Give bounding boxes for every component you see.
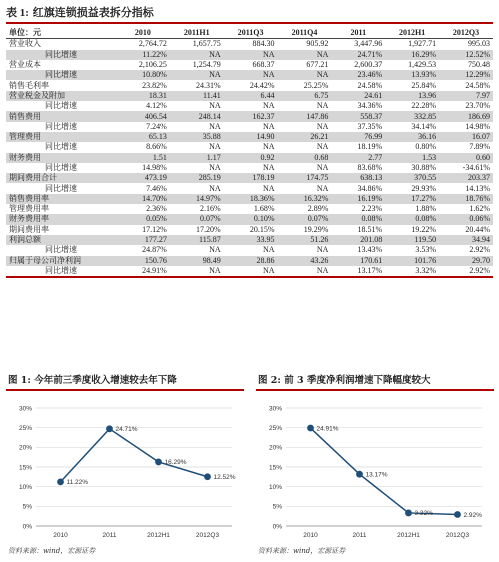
table-cell: NA <box>209 121 221 131</box>
table-cell: 14.90 <box>224 132 278 142</box>
table-cell: 2,106.25 <box>138 60 167 70</box>
table-row <box>6 91 493 101</box>
figure1-title: 图 1: 今年前三季度收入增速较去年下降 <box>8 375 177 386</box>
table-cell: 332.85 <box>385 111 439 121</box>
table-cell: 18.31 <box>116 91 170 101</box>
table-cell: 18.51% <box>357 224 383 234</box>
table-cell: 14.13% <box>465 183 490 193</box>
table-cell: NA <box>316 245 329 255</box>
revenue-growth-chart <box>6 400 244 546</box>
table-cell: NA <box>209 101 221 111</box>
table-cell: 25.25% <box>303 80 329 90</box>
table-cell: 43.26 <box>278 256 332 266</box>
table-cell: 34.14% <box>411 121 437 131</box>
table-cell: NA <box>209 183 221 193</box>
table-cell: 98.49 <box>170 256 224 266</box>
table-cell: NA <box>262 183 275 193</box>
figure1-source: 资料来源：wind，宏源证券 <box>8 547 96 555</box>
table-cell: 668.37 <box>252 60 275 70</box>
header-2011h1: 2011H1 <box>170 28 224 39</box>
table-cell: 13.43% <box>357 245 383 255</box>
series-line <box>61 429 208 482</box>
y-tick-label: 30% <box>18 405 32 413</box>
figure2-rule <box>256 389 494 391</box>
table-cell: 19.22% <box>411 224 437 234</box>
table-cell: 1.88% <box>415 204 437 214</box>
table-cell: 7.97 <box>439 91 493 101</box>
table-cell: 0.08% <box>331 214 385 224</box>
y-tick-label: 0% <box>22 523 32 531</box>
table-cell: 178.19 <box>224 173 278 183</box>
table-cell: 7.46% <box>146 183 167 193</box>
x-tick-label: 2010 <box>53 532 68 539</box>
table-cell: 33.95 <box>224 235 278 245</box>
table-row <box>6 225 493 235</box>
table-cell: 115.87 <box>170 235 224 245</box>
row-label: 利润总额 <box>6 235 116 245</box>
table-row <box>6 173 493 183</box>
table-cell: 1,429.53 <box>408 60 437 70</box>
table-cell: 35.88 <box>170 132 224 142</box>
y-tick-label: 5% <box>22 503 32 511</box>
table-cell: 51.26 <box>278 235 332 245</box>
row-label: 管理费用 <box>6 132 116 142</box>
table-row <box>6 204 493 214</box>
table-cell: 203.37 <box>439 173 493 183</box>
table-cell: 638.13 <box>331 173 385 183</box>
table-cell: 162.37 <box>224 111 278 121</box>
table-cell: 16.29% <box>385 50 439 60</box>
data-label: 12.52% <box>213 474 236 482</box>
table-row <box>6 266 493 277</box>
table-cell: NA <box>262 101 275 111</box>
table-cell: 186.69 <box>439 111 493 121</box>
table-cell: 13.96 <box>385 91 439 101</box>
data-point <box>155 459 162 466</box>
row-label: 销售费用 <box>6 111 116 121</box>
table-cell: 65.13 <box>116 132 170 142</box>
table-cell: 11.41 <box>170 91 224 101</box>
table-cell: 177.27 <box>116 235 170 245</box>
row-label: 期间费用合计 <box>6 173 116 183</box>
y-tick-label: 30% <box>268 405 282 413</box>
y-tick-label: 5% <box>272 503 282 511</box>
table-cell: 995.03 <box>468 39 490 49</box>
table-cell: 34.94 <box>439 235 493 245</box>
y-tick-label: 15% <box>268 464 282 472</box>
table-cell: 7.89% <box>469 142 490 152</box>
x-tick-label: 2010 <box>303 532 318 539</box>
table-cell: 2.92% <box>469 245 490 255</box>
row-label: 销售毛利率 <box>9 80 49 90</box>
table-caption-prefix: 表 1: <box>6 7 29 19</box>
row-label: 同比增速 <box>45 142 77 152</box>
table-row <box>6 245 493 255</box>
table-cell: 7.24% <box>146 121 167 131</box>
table-cell: 750.48 <box>468 60 490 70</box>
table-cell: 18.36% <box>224 194 278 204</box>
table-cell: 2.77 <box>331 153 385 163</box>
table-cell: 101.76 <box>385 256 439 266</box>
table-cell: 1,254.79 <box>192 60 221 70</box>
data-label: 11.22% <box>66 479 89 487</box>
table-cell: 2.16% <box>200 204 221 214</box>
table-cell: 1.51 <box>116 153 170 163</box>
data-point <box>405 510 412 517</box>
table-cell: 3.32% <box>385 266 439 277</box>
data-label: 13.17% <box>365 471 388 479</box>
table-cell: NA <box>278 50 332 60</box>
table-cell: 24.58% <box>465 80 490 90</box>
table-cell: 24.61 <box>331 91 385 101</box>
x-tick-label: 2011 <box>352 532 367 539</box>
table-cell: 12.52% <box>439 50 493 60</box>
row-label: 销售费用率 <box>6 194 116 204</box>
table-body <box>6 39 493 277</box>
data-label: 24.91% <box>316 425 339 433</box>
table-cell: 1.17 <box>170 153 224 163</box>
table-cell: NA <box>209 163 221 172</box>
table-row <box>6 142 493 152</box>
table-cell: 13.93% <box>385 70 439 80</box>
table-cell: 1,927.71 <box>408 39 437 49</box>
table-cell: 406.54 <box>116 111 170 121</box>
x-tick-label: 2012H1 <box>147 532 170 539</box>
table-caption-text: 红旗连锁损益表拆分指标 <box>32 6 154 19</box>
header-2011q3: 2011Q3 <box>224 28 278 39</box>
table-cell: 147.86 <box>278 111 332 121</box>
table-header-row <box>6 28 493 39</box>
table-row <box>6 214 493 224</box>
income-statement-table <box>6 28 493 278</box>
table-caption <box>6 4 154 20</box>
x-tick-label: 2012Q3 <box>445 532 470 539</box>
data-label: 16.29% <box>164 459 187 467</box>
table-row <box>6 70 493 80</box>
table-cell: NA <box>316 121 329 131</box>
table-cell: 23.46% <box>331 70 385 80</box>
table-cell: 16.19% <box>331 194 385 204</box>
table-cell: 29.93% <box>411 183 437 193</box>
table-cell: 2,600.37 <box>354 60 383 70</box>
figure2-source: 资料来源：wind，宏源证券 <box>258 547 346 555</box>
table-cell: 19.29% <box>303 224 329 234</box>
table-cell: 3.53% <box>415 245 437 255</box>
row-label: 期间费用率 <box>9 224 49 234</box>
table-cell: 884.30 <box>252 39 275 49</box>
table-cell: 16.32% <box>278 194 332 204</box>
table-row <box>6 163 493 173</box>
table-cell: 2.89% <box>307 204 329 214</box>
table-cell: NA <box>262 142 275 152</box>
table-cell: 0.07% <box>278 214 332 224</box>
table-row <box>6 194 493 204</box>
table-cell: 1,657.75 <box>192 39 221 49</box>
row-label: 同比增速 <box>45 101 77 111</box>
table-cell: NA <box>316 183 329 193</box>
table-cell: 1.62% <box>469 204 490 214</box>
table-cell: 14.97% <box>170 194 224 204</box>
table-cell: 26.21 <box>278 132 332 142</box>
table-cell: NA <box>262 245 275 255</box>
table-cell: 11.22% <box>116 50 170 60</box>
row-label: 财务费用 <box>6 153 116 163</box>
row-label: 同比增速 <box>45 163 77 172</box>
table-cell: 4.12% <box>146 101 167 111</box>
data-label: 2.92% <box>463 511 482 519</box>
table-cell: 36.16 <box>385 132 439 142</box>
y-tick-label: 20% <box>268 444 282 452</box>
table-cell: 285.19 <box>170 173 224 183</box>
header-2011: 2011 <box>331 28 385 39</box>
x-tick-label: 2011 <box>102 532 117 539</box>
row-label: 营业收入 <box>9 39 41 49</box>
table-cell: 18.76% <box>439 194 493 204</box>
table-cell: 17.12% <box>142 224 167 234</box>
x-tick-label: 2012H1 <box>397 532 420 539</box>
table-cell: 17.27% <box>385 194 439 204</box>
table-cell: 1.68% <box>253 204 275 214</box>
table-cell: 34.36% <box>357 101 383 111</box>
table-cell: 24.71% <box>331 50 385 60</box>
table-cell: 16.07 <box>439 132 493 142</box>
table-cell: NA <box>262 163 275 172</box>
header-2012q3: 2012Q3 <box>439 28 493 39</box>
table-cell: 28.86 <box>224 256 278 266</box>
table-cell: NA <box>224 266 278 277</box>
table-cell: 8.66% <box>146 142 167 152</box>
row-label: 同比增速 <box>6 70 116 80</box>
table-cell: 24.91% <box>116 266 170 277</box>
data-point <box>106 425 113 432</box>
y-tick-label: 0% <box>272 523 282 531</box>
table-cell: NA <box>316 163 329 172</box>
caption-rule <box>6 22 493 24</box>
table-cell: 2.23% <box>361 204 383 214</box>
figure1-rule <box>6 389 244 391</box>
row-label: 营业税金及附加 <box>6 91 116 101</box>
table-cell: 14.98% <box>142 163 167 172</box>
table-cell: 18.19% <box>357 142 383 152</box>
table-cell: NA <box>209 142 221 152</box>
table-cell: 37.35% <box>357 121 383 131</box>
table-cell: 905.92 <box>306 39 329 49</box>
y-tick-label: 10% <box>18 483 32 491</box>
table-cell: 1.53 <box>385 153 439 163</box>
table-row <box>6 60 493 70</box>
table-cell: NA <box>170 70 224 80</box>
table-cell: 0.06% <box>439 214 493 224</box>
table-cell: 76.99 <box>331 132 385 142</box>
table-cell: 24.42% <box>249 80 275 90</box>
table-cell: 22.28% <box>411 101 437 111</box>
header-2011q4: 2011Q4 <box>278 28 332 39</box>
y-tick-label: 25% <box>268 424 282 432</box>
table-cell: 10.80% <box>116 70 170 80</box>
y-tick-label: 15% <box>18 464 32 472</box>
header-2012h1: 2012H1 <box>385 28 439 39</box>
table-cell: 34.86% <box>357 183 383 193</box>
table-cell: 3,447.96 <box>354 39 383 49</box>
table-cell: 0.60 <box>439 153 493 163</box>
table-cell: 0.10% <box>224 214 278 224</box>
table-cell: 23.70% <box>465 101 490 111</box>
table-cell: 677.21 <box>306 60 329 70</box>
table-row <box>6 80 493 90</box>
table-cell: 119.50 <box>385 235 439 245</box>
table-cell: 2.36% <box>146 204 167 214</box>
table-cell: 29.70 <box>439 256 493 266</box>
table-cell: 174.75 <box>278 173 332 183</box>
y-tick-label: 20% <box>18 444 32 452</box>
table-cell: 0.92 <box>224 153 278 163</box>
data-label: 3.32% <box>414 510 433 518</box>
figure2-title: 图 2: 前 3 季度净利润增速下降幅度较大 <box>258 375 431 386</box>
y-tick-label: 25% <box>18 424 32 432</box>
table-cell: 170.61 <box>331 256 385 266</box>
table-cell: -34.61% <box>462 163 490 172</box>
table-row <box>6 235 493 245</box>
table-cell: 0.07% <box>170 214 224 224</box>
row-label: 营业成本 <box>9 60 41 70</box>
table-row <box>6 122 493 132</box>
net-profit-growth-chart <box>256 400 494 546</box>
table-cell: 17.20% <box>196 224 221 234</box>
row-label: 同比增速 <box>6 266 116 277</box>
table-cell: NA <box>278 266 332 277</box>
data-label: 24.71% <box>115 426 138 434</box>
table-cell: 24.31% <box>196 80 221 90</box>
table-cell: 370.55 <box>385 173 439 183</box>
table-row <box>6 183 493 193</box>
table-cell: 0.68 <box>278 153 332 163</box>
table-cell: 0.80% <box>415 142 437 152</box>
data-point <box>57 478 64 485</box>
table-cell: 558.37 <box>331 111 385 121</box>
table-cell: 6.44 <box>224 91 278 101</box>
table-cell: 20.44% <box>465 224 490 234</box>
table-cell: NA <box>316 142 329 152</box>
table-cell: 13.17% <box>331 266 385 277</box>
table-row <box>6 256 493 266</box>
table-row <box>6 39 493 50</box>
table-cell: 473.19 <box>116 173 170 183</box>
table-row <box>6 153 493 163</box>
table-cell: 25.84% <box>411 80 437 90</box>
row-label: 管理费用率 <box>9 204 49 214</box>
table-cell: 20.15% <box>249 224 275 234</box>
table-cell: NA <box>209 245 221 255</box>
row-label: 同比增速 <box>45 183 77 193</box>
table-cell: NA <box>262 121 275 131</box>
table-cell: NA <box>278 70 332 80</box>
data-point <box>204 473 211 480</box>
table-cell: 201.08 <box>331 235 385 245</box>
table-cell: 248.14 <box>170 111 224 121</box>
row-label: 同比增速 <box>6 50 116 60</box>
table-cell: 24.58% <box>357 80 383 90</box>
table-cell: 2,764.72 <box>138 39 167 49</box>
table-cell: NA <box>170 50 224 60</box>
table-cell: 14.70% <box>116 194 170 204</box>
table-cell: NA <box>224 50 278 60</box>
table-cell: 30.88% <box>411 163 437 172</box>
table-cell: 23.82% <box>142 80 167 90</box>
y-tick-label: 10% <box>268 483 282 491</box>
table-cell: 24.87% <box>142 245 167 255</box>
table-cell: 83.68% <box>357 163 383 172</box>
table-cell: 0.08% <box>385 214 439 224</box>
row-label: 同比增速 <box>45 245 77 255</box>
table-cell: NA <box>316 101 329 111</box>
data-point <box>307 425 314 432</box>
x-tick-label: 2012Q3 <box>195 532 220 539</box>
row-label: 财务费用率 <box>6 214 116 224</box>
table-cell: 6.75 <box>278 91 332 101</box>
table-cell: NA <box>170 266 224 277</box>
table-row <box>6 132 493 142</box>
table-cell: 12.29% <box>439 70 493 80</box>
row-label: 归属于母公司净利润 <box>6 256 116 266</box>
table-row <box>6 101 493 111</box>
data-point <box>454 511 461 518</box>
header-2010: 2010 <box>116 28 170 39</box>
table-row <box>6 111 493 121</box>
table-cell: NA <box>224 70 278 80</box>
row-label: 同比增速 <box>45 121 77 131</box>
data-point <box>356 471 363 478</box>
table-row <box>6 50 493 60</box>
header-unit: 单位：元 <box>6 28 116 39</box>
table-cell: 0.05% <box>116 214 170 224</box>
table-cell: 2.92% <box>439 266 493 277</box>
table-cell: 150.76 <box>116 256 170 266</box>
table-cell: 14.98% <box>465 121 490 131</box>
